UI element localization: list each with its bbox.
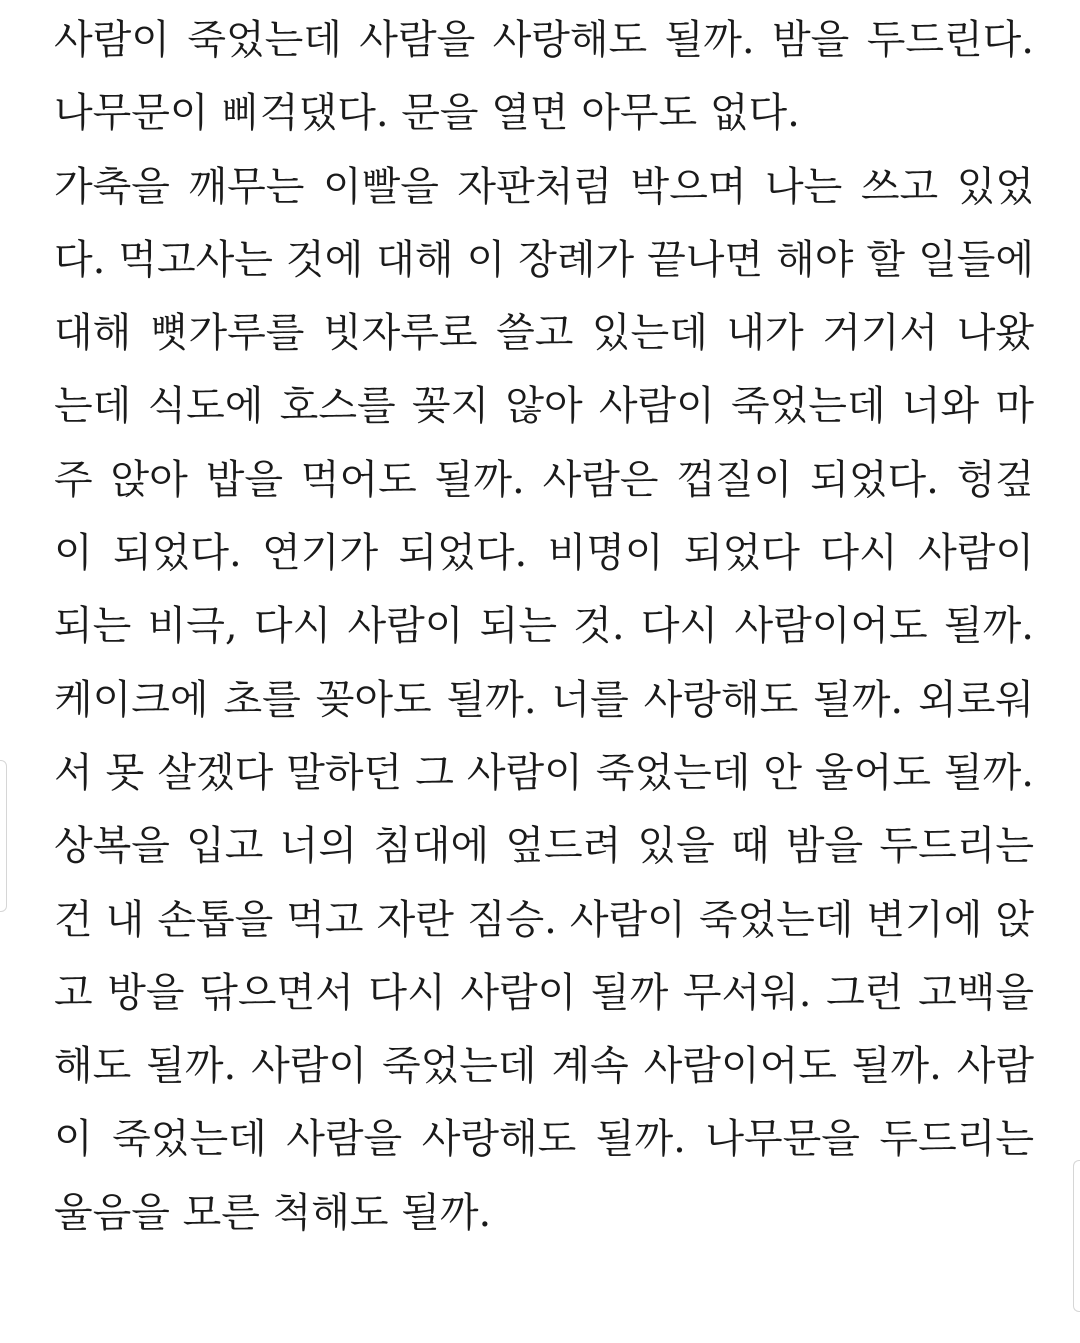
poem-line: 울음을 모른 척해도 될까. (54, 1189, 492, 1236)
poem-line: 건 내 손톱을 먹고 자란 짐승. 사람이 죽었는데 변기에 앉 (54, 896, 1034, 943)
poem-line: 이 되었다. 연기가 되었다. 비명이 되었다 다시 사람이 (54, 530, 1034, 577)
poem-line: 다. 먹고사는 것에 대해 이 장례가 끝나면 해야 할 일들에 (54, 236, 1034, 283)
poem-line: 대해 뼛가루를 빗자루로 쓸고 있는데 내가 거기서 나왔 (54, 310, 1034, 357)
poem-line: 사람이 죽었는데 사람을 사랑해도 될까. 밤을 두드린다. (54, 17, 1034, 63)
poem-line: 해도 될까. 사람이 죽었는데 계속 사람이어도 될까. 사람 (54, 1043, 1034, 1090)
left-edge-handle[interactable] (0, 760, 7, 912)
poem-line: 는데 식도에 호스를 꽂지 않아 사람이 죽었는데 너와 마 (54, 383, 1034, 430)
poem-line: 가축을 깨무는 이빨을 자판처럼 박으며 나는 쓰고 있었 (54, 163, 1034, 210)
poem-line: 상복을 입고 너의 침대에 엎드려 있을 때 밤을 두드리는 (54, 823, 1034, 870)
poem-line: 되는 비극, 다시 사람이 되는 것. 다시 사람이어도 될까. (54, 603, 1034, 650)
right-edge-handle[interactable] (1073, 1160, 1080, 1312)
poem-line: 케이크에 초를 꽂아도 될까. 너를 사랑해도 될까. 외로워 (54, 676, 1034, 723)
poem-line: 고 방을 닦으면서 다시 사람이 될까 무서워. 그런 고백을 (54, 969, 1034, 1016)
poem-line: 주 앉아 밥을 먹어도 될까. 사람은 껍질이 되었다. 헝겊 (54, 456, 1034, 503)
poem-line: 나무문이 삐걱댔다. 문을 열면 아무도 없다. (54, 90, 800, 137)
poem-line: 서 못 살겠다 말하던 그 사람이 죽었는데 안 울어도 될까. (54, 749, 1034, 796)
poem-line: 이 죽었는데 사람을 사랑해도 될까. 나무문을 두드리는 (54, 1116, 1034, 1163)
poem-text (54, 4, 1034, 1250)
